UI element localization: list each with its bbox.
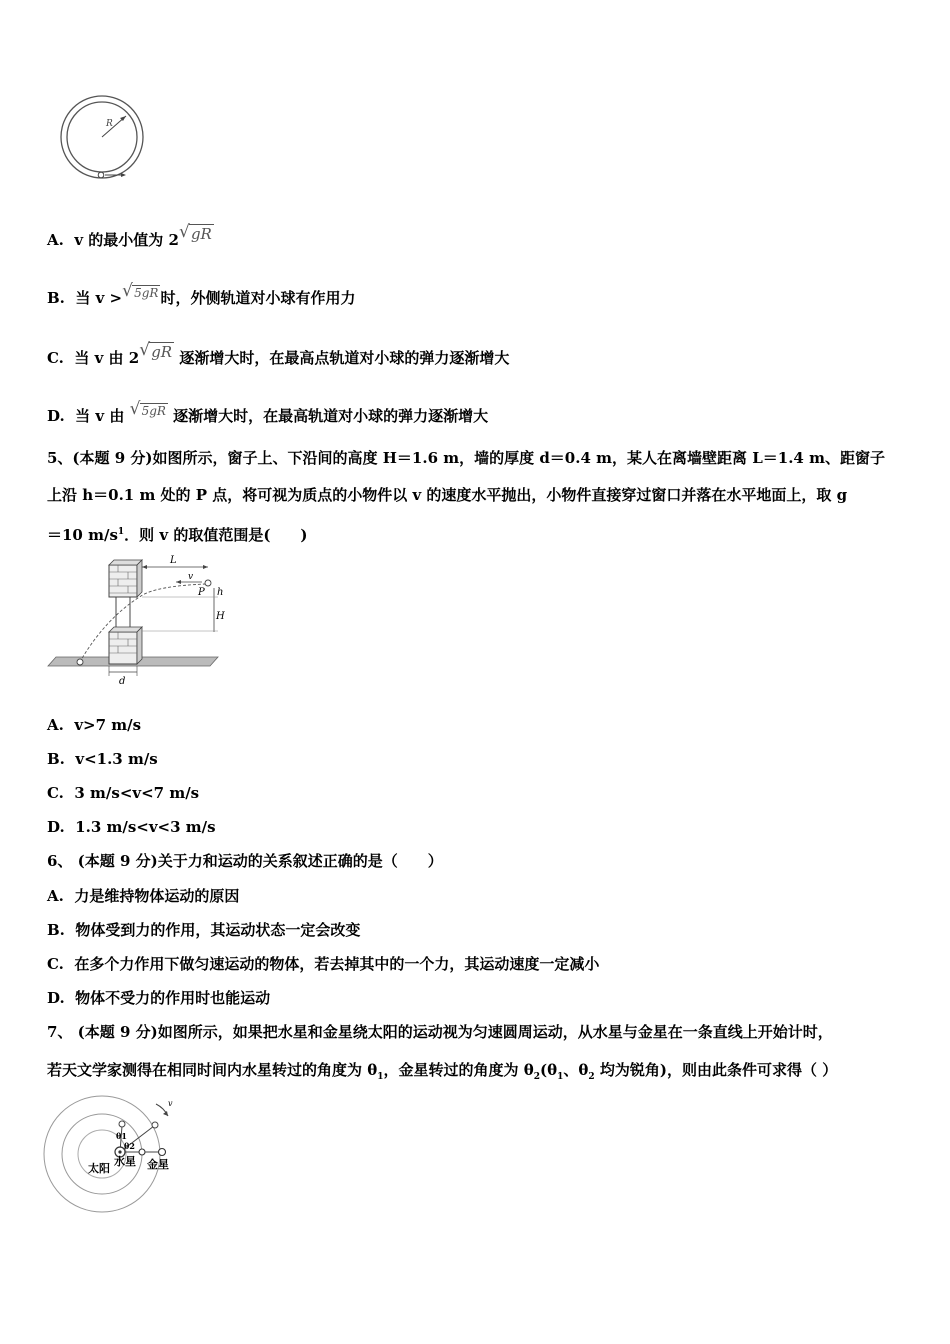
label-mercury: 水星 xyxy=(114,1155,136,1168)
sqrt-expression: √ gR xyxy=(139,340,173,361)
label-v: v xyxy=(188,572,194,582)
sqrt-expression: √ 5gR xyxy=(122,281,159,301)
label-venus: 金星 xyxy=(147,1158,169,1171)
q5-option-b: B. v<1.3 m/s xyxy=(47,750,158,768)
q7-stem-line1: 7、 (本题 9 分)如图所示，如果把水星和金星绕太阳的运动视为匀速圆周运动，从水星与金星在一条直线上开始计时， xyxy=(47,1023,833,1041)
circular-track-figure xyxy=(58,96,148,184)
q5-option-c: C. 3 m/s<v<7 m/s xyxy=(47,784,200,802)
label-h: h xyxy=(217,587,224,598)
window-wall-figure xyxy=(46,552,225,687)
label-theta2: θ2 xyxy=(124,1141,135,1151)
label-theta1: θ1 xyxy=(116,1131,127,1141)
label-L: L xyxy=(170,555,177,566)
q6-option-b: B. 物体受到力的作用，其运动状态一定会改变 xyxy=(47,921,361,939)
label-P: P xyxy=(198,587,205,598)
label-sun: 太阳 xyxy=(88,1162,110,1175)
q4-option-c: C. 当 v 由 2 √ gR 逐渐增大时，在最高点轨道对小球的弹力逐渐增大 xyxy=(47,340,510,367)
q5-stem-line3: ＝10 $m/s^1$．则 v 的取值范围是( ) xyxy=(47,526,308,544)
q6-option-a: A. 力是维持物体运动的原因 xyxy=(47,887,240,905)
q6-stem: 6、 (本题 9 分)关于力和运动的关系叙述正确的是（ ） xyxy=(47,852,443,870)
label-v: v xyxy=(168,1099,173,1108)
q5-option-d: D. 1.3 m/s<v<3 m/s xyxy=(47,818,216,836)
q4-option-b: B. 当 v > √ 5gR 时，外侧轨道对小球有作用力 xyxy=(47,281,356,307)
q4-option-d: D. 当 v 由 √ 5gR 逐渐增大时，在最高轨道对小球的弹力逐渐增大 xyxy=(47,399,489,425)
q5-stem-line2: 上沿 h＝0.1 m 处的 P 点，将可视为质点的小物件以 v 的速度水平抛出，小物件直接穿过窗口并落在水平地面上，取 g xyxy=(47,486,848,504)
q5-stem-line1: 5、(本题 9 分)如图所示，窗子上、下沿间的高度 H＝1.6 m，墙的厚度 d＝0.4 m，某人在离墙壁距离 L＝1.4 m、距窗子 xyxy=(47,449,885,467)
label-d: d xyxy=(119,676,126,687)
radius-label: R xyxy=(106,119,113,129)
sqrt-expression: √ gR xyxy=(178,222,212,243)
orbit-figure xyxy=(44,1092,184,1214)
label-H: H xyxy=(216,611,225,622)
q5-option-a: A. v>7 m/s xyxy=(47,716,142,734)
q7-stem-line2: 若天文学家测得在相同时间内水星转过的角度为 $\theta_1$，金星转过的角度为 $\theta_2(\theta_1$、$\theta_2$ 均为锐角)，则由此条件可求得（ ） xyxy=(47,1061,838,1082)
q4-option-a: A. v 的最小值为 2 √ gR xyxy=(47,222,212,249)
q6-option-d: D. 物体不受力的作用时也能运动 xyxy=(47,989,271,1007)
q6-option-c: C. 在多个力作用下做匀速运动的物体，若去掉其中的一个力，其运动速度一定减小 xyxy=(47,955,600,973)
sqrt-expression: √ 5gR xyxy=(129,399,166,419)
